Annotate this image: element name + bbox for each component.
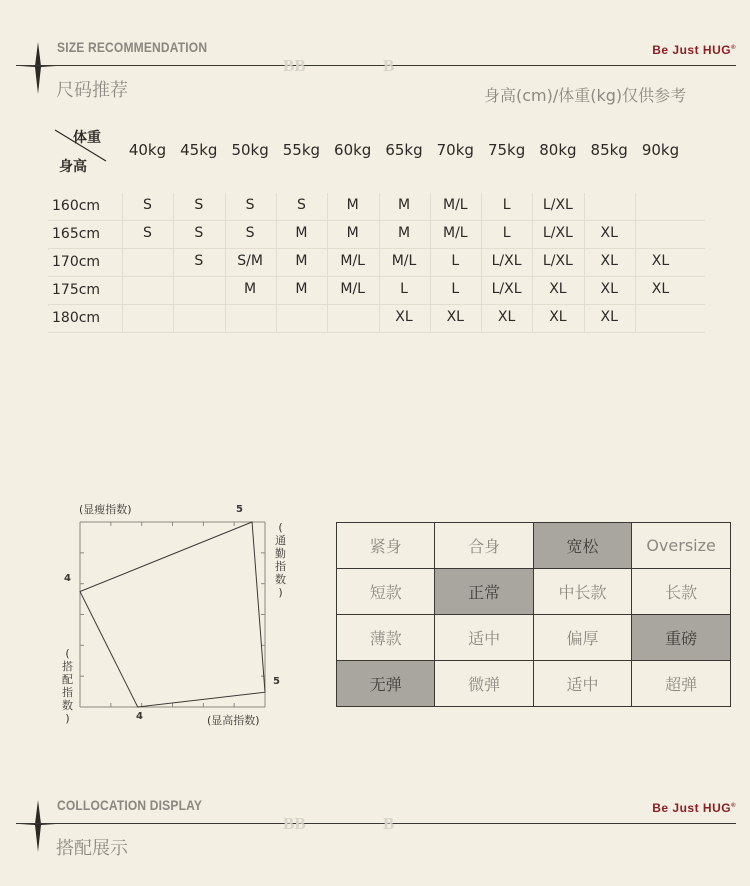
size-cell: XL	[600, 225, 618, 241]
size-cell: S	[296, 197, 306, 213]
header-divider	[16, 65, 736, 66]
matrix-cell: 无弹	[337, 661, 435, 707]
radar-label-commute: ( 通 勤 指 数 )	[275, 521, 286, 599]
row-divider	[48, 304, 705, 305]
header-divider	[16, 823, 736, 824]
size-cell: XL	[651, 281, 670, 297]
size-cell: M	[295, 281, 308, 297]
matrix-cell: 超弹	[632, 661, 731, 707]
radar-value-height: 4	[136, 711, 143, 722]
column-divider	[327, 193, 328, 332]
size-cell: L	[502, 225, 511, 241]
column-divider	[481, 193, 482, 332]
weight-column-header: 80kg	[539, 141, 577, 159]
matrix-cell: 薄款	[337, 615, 435, 661]
size-cell: S	[143, 197, 152, 213]
size-cell: XL	[497, 309, 516, 325]
size-cell: XL	[549, 281, 567, 297]
size-cell: M/L	[391, 253, 417, 269]
matrix-cell: 微弹	[435, 661, 533, 707]
size-cell: XL	[549, 309, 567, 325]
column-divider	[379, 193, 380, 332]
weight-column-header: 40kg	[128, 141, 167, 159]
size-cell: XL	[395, 309, 413, 325]
column-divider	[584, 193, 585, 332]
size-cell: XL	[600, 309, 618, 325]
matrix-cell: 长款	[632, 569, 731, 615]
size-cell: M	[397, 197, 411, 213]
height-row-label: 165cm	[52, 226, 101, 242]
column-divider	[173, 193, 174, 332]
size-cell: M/L	[340, 281, 365, 297]
matrix-row	[337, 569, 731, 615]
emblem-b: B	[383, 56, 395, 75]
size-cell: XL	[651, 253, 670, 269]
size-cell: XL	[600, 253, 618, 269]
size-cell: L/XL	[542, 197, 573, 213]
matrix-cell: 适中	[435, 615, 533, 661]
size-cell: S	[194, 197, 204, 213]
radar-plot	[70, 512, 280, 717]
size-cell: L/XL	[491, 281, 522, 297]
collocation-section-zh-title: 搭配展示	[56, 838, 128, 859]
radar-label-matching: ( 搭 配 指 数 )	[62, 647, 73, 725]
brand-logo: Be Just HUG®	[652, 43, 736, 57]
size-cell: L	[451, 281, 460, 297]
row-divider	[48, 276, 705, 277]
size-cell: M	[295, 225, 308, 241]
matrix-row	[337, 523, 731, 569]
size-cell: S	[194, 253, 204, 269]
weight-column-header: 50kg	[231, 141, 269, 159]
size-section-header	[0, 40, 750, 120]
matrix-cell: 宽松	[533, 523, 631, 569]
size-cell: S	[245, 197, 255, 213]
size-cell: M	[346, 197, 359, 213]
matrix-cell: 紧身	[337, 523, 435, 569]
column-divider	[635, 193, 636, 332]
size-section-zh-title: 尺码推荐	[56, 80, 128, 101]
radar-value-matching: 4	[64, 573, 71, 584]
row-divider	[48, 332, 705, 333]
radar-value-commute: 5	[273, 676, 280, 687]
height-row-label: 160cm	[52, 198, 101, 214]
matrix-cell: 短款	[337, 569, 435, 615]
size-cell: M	[244, 281, 257, 297]
row-divider	[48, 248, 705, 249]
corner-height-label: 身高	[59, 159, 87, 175]
size-section-en-title: SIZE RECOMMENDATION	[57, 39, 208, 55]
size-cell: XL	[446, 309, 464, 325]
size-cell: M/L	[442, 225, 468, 241]
matrix-cell: 适中	[533, 661, 631, 707]
size-cell: L/XL	[542, 253, 573, 269]
size-cell: S	[143, 225, 152, 241]
matrix-cell: 偏厚	[533, 615, 631, 661]
brand-logo: Be Just HUG®	[652, 801, 736, 815]
style-attribute-matrix	[336, 522, 731, 707]
sparkle-icon	[18, 798, 58, 854]
matrix-cell: 合身	[435, 523, 533, 569]
size-cell: M	[346, 225, 359, 241]
radar-value-shape	[80, 522, 265, 707]
size-cell: L	[451, 253, 460, 269]
matrix-cell: 中长款	[533, 569, 631, 615]
size-cell: L	[502, 197, 511, 213]
size-cell: M	[295, 253, 308, 269]
weight-column-header: 65kg	[385, 141, 423, 159]
weight-column-header: 60kg	[334, 141, 372, 159]
matrix-cell: 正常	[435, 569, 533, 615]
size-cell: L	[400, 281, 408, 297]
weight-column-header: 75kg	[487, 141, 526, 159]
size-cell: M/L	[340, 253, 365, 269]
column-divider	[430, 193, 431, 332]
size-cell: M	[397, 225, 411, 241]
height-row-label: 175cm	[52, 282, 101, 298]
matrix-row	[337, 661, 731, 707]
collocation-section-header	[0, 798, 750, 878]
column-divider	[225, 193, 226, 332]
emblem-bb: BB	[283, 56, 306, 75]
height-row-label: 180cm	[52, 310, 101, 326]
size-cell: L/XL	[542, 225, 573, 241]
emblem-b: B	[383, 814, 395, 833]
size-cell: S	[245, 225, 255, 241]
weight-column-header: 90kg	[641, 141, 680, 159]
size-cell: XL	[600, 281, 618, 297]
matrix-cell: 重磅	[632, 615, 731, 661]
size-note: 身高(cm)/体重(kg)仅供参考	[484, 86, 687, 105]
collocation-section-en-title: COLLOCATION DISPLAY	[57, 797, 203, 813]
matrix-row	[337, 615, 731, 661]
weight-column-header: 55kg	[282, 141, 321, 159]
radar-value-slimming: 5	[236, 504, 243, 515]
sparkle-icon	[18, 40, 58, 96]
size-cell: S	[194, 225, 204, 241]
radar-label-slimming: (显瘦指数)	[79, 503, 132, 516]
matrix-cell: Oversize	[632, 523, 731, 569]
size-cell: L/XL	[491, 253, 522, 269]
column-divider	[122, 193, 123, 332]
column-divider	[532, 193, 533, 332]
weight-column-header: 45kg	[180, 141, 218, 159]
weight-column-header: 85kg	[590, 141, 628, 159]
column-divider	[276, 193, 277, 332]
height-row-label: 170cm	[52, 254, 101, 270]
size-cell: M/L	[442, 197, 468, 213]
radar-label-height: (显高指数)	[207, 714, 260, 727]
size-cell: S/M	[237, 253, 263, 269]
row-divider	[48, 220, 705, 221]
corner-weight-label: 体重	[73, 130, 101, 146]
weight-column-header: 70kg	[436, 141, 474, 159]
emblem-bb: BB	[283, 814, 306, 833]
